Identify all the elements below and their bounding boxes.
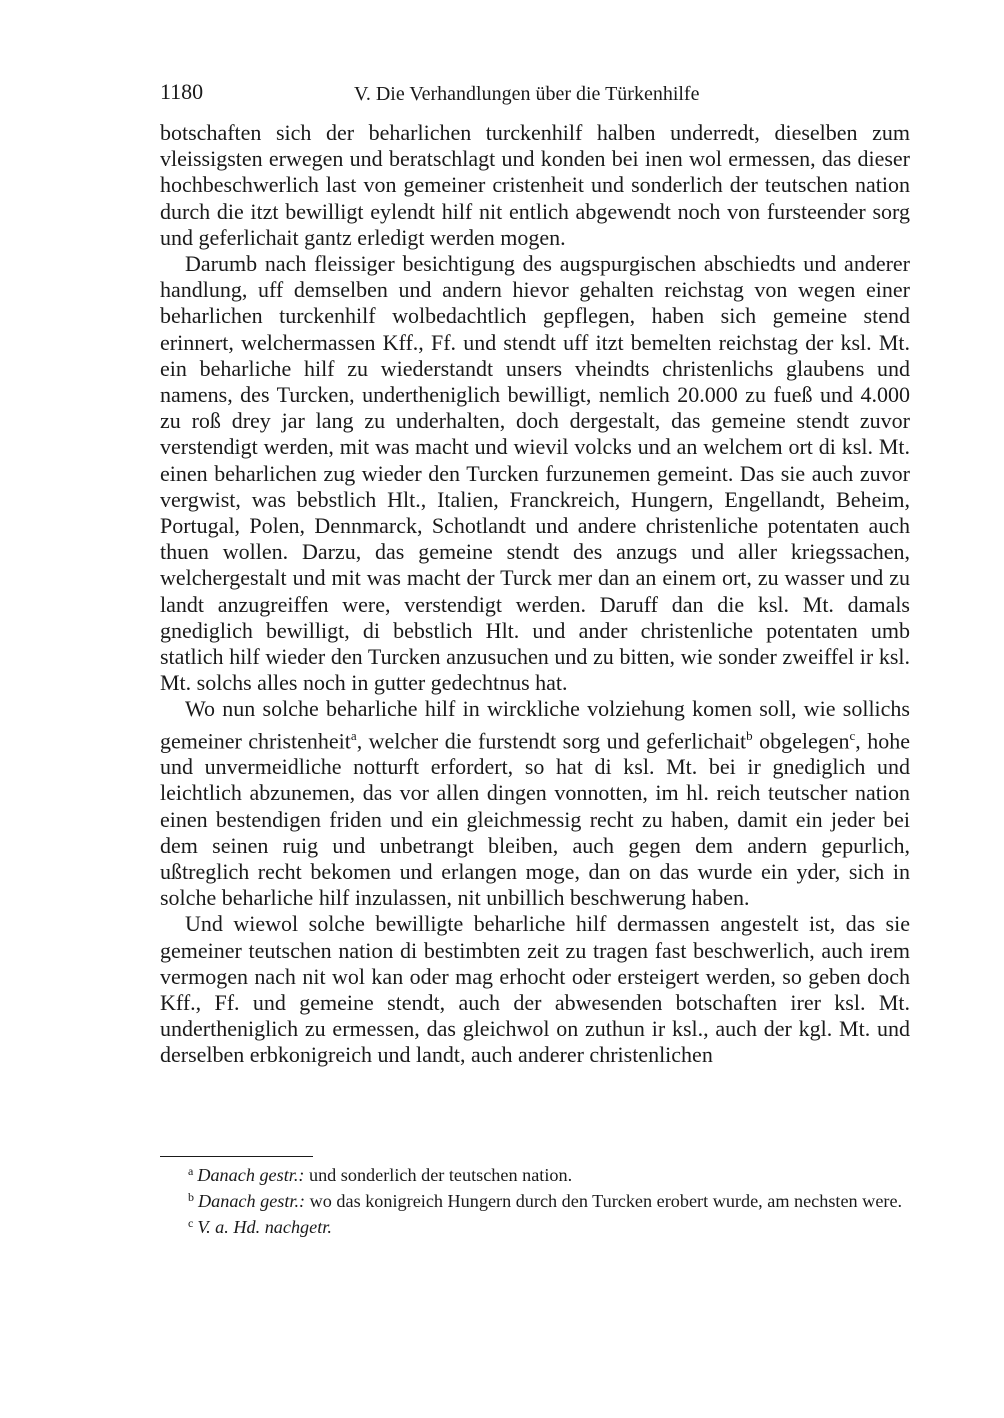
paragraph-3-text-a: Wo nun solche beharliche hilf in wirckliche volziehung komen soll, wie sollichs gemeiner christenheit [160,696,910,753]
paragraph-3-text-c: obgelegen [752,728,850,753]
footnote-a [160,1160,910,1186]
footnote-label: V. a. Hd. nachgetr. [197,1217,332,1237]
paragraph-1: botschaften sich der beharlichen turckenhilf halben underredt, dieselben zum vleissigsten erwegen und beratschlagt und konden bei inen wol ermessen, das dieser hochbeschwerlich last von gemeiner cristenheit und sonderlich der teutschen nation durch die itzt bewilligt eylendt hilf nit entlich abgewendt noch von fursteender sorg und geferlichait gantz erledigt werden mogen. [160,120,910,250]
footnote-text: wo das konigreich Hungern durch den Turcken erobert wurde, am nechsten were. [305,1191,903,1211]
paragraph-2: Darumb nach fleissiger besichtigung des augspurgischen abschiedts und anderer handlung, uff demselben und andern hievor gehalten reichstag von wegen einer beharlichen turckenhilf wolbedachtlich gepflegen, haben sich gemeine stend erinnert, welchermassen Kff., Ff. und stendt uff itzt bemelten reichstag der ksl. Mt. ein beharliche hilf zu wiederstandt unsers vheindts christenlichs glaubens und namens, des Turcken, undertheniglich bewilligt, nemlich 20.000 zu fueß und 4.000 zu roß drey jar lang zu underhalten, doch dergestalt, das gemeine stendt zuvor verstendigt werden, mit was macht und wievil volcks und an welchem ort di ksl. Mt. einen beharlichen zug wieder den Turcken furzunemen gemeint. Das sie auch zuvor vergwist, was bebstlich Hlt., Italien, Franckreich, Hungern, Engellandt, Beheim, Portugal, Polen, Dennmarck, Schotlandt und andere christenliche potentaten auch thuen wollen. Darzu, das gemeine stendt des anzugs und aller kriegssachen, welchergestalt und mit was macht der Turck mer dan an einem ort, zu wasser und zu landt anzugreiffen were, verstendigt werden. Daruff dan die ksl. Mt. damals gnediglich bewilligt, di bebstlich Hlt. und ander christenliche potentaten umb statlich hilf wieder den Turcken anzusuchen und zu bitten, wie sonder zweiffel ir ksl. Mt. solchs alles noch in gutter gedechtnus hat. [160,251,910,696]
footnote-text: und sonderlich der teutschen nation. [304,1165,573,1185]
main-text [160,120,910,1069]
paragraph-3-text-b: , welcher die furstendt sorg und geferlichait [356,728,747,753]
footnote-ref-a: a [350,727,357,743]
footnote-ref-b: b [746,727,753,743]
footnote-ref-c: c [849,727,856,743]
footnote-label: Danach gestr.: [198,1191,306,1211]
footnote-mark: b [188,1190,194,1204]
footnote-c [160,1212,910,1238]
paragraph-4: Und wiewol solche bewilligte beharliche hilf dermassen angestelt ist, das sie gemeiner teutschen nation di bestimbten zeit zu tragen fast beschwerlich, auch irem vermogen nach nit wol kan oder mag erhocht oder ersteigert werden, so geben doch Kff., Ff. und gemeine stendt, auch der abwesenden botschaften irer ksl. Mt. undertheniglich zu ermessen, das gleichwol on zuthun ir ksl., auch der kgl. Mt. und derselben erbkonigreich und landt, auch anderer christenlichen [160,911,910,1068]
running-head: V. Die Verhandlungen über die Türkenhilfe [354,83,700,105]
page-number: 1180 [160,79,204,104]
footnote-b [160,1186,910,1212]
footnote-rule [160,1156,313,1157]
paragraph-3-text-d: , hohe und unvermeidliche notturft erfordert, so hat di ksl. Mt. bei ir gnediglich und leichtlich abzunemen, das vor allen dingen vonnotten, im hl. reich teutscher nation einen bestendigen friden und ein gleichmessig recht zu haben, damit ein jeder bei dem seinen ruig und unbetrangt bleiben, auch gegen dem andern gepurlich, ußtreglich recht bekomen und erlangen moge, dan on das wurde ein yder, sich in solche beharliche hilf inzulassen, nit unbillich beschwerung haben. [160,728,910,911]
footnotes [160,1160,910,1238]
footnote-label: Danach gestr.: [197,1165,305,1185]
footnote-mark: a [188,1164,194,1178]
paragraph-3 [160,696,910,911]
footnote-mark: c [188,1216,194,1230]
